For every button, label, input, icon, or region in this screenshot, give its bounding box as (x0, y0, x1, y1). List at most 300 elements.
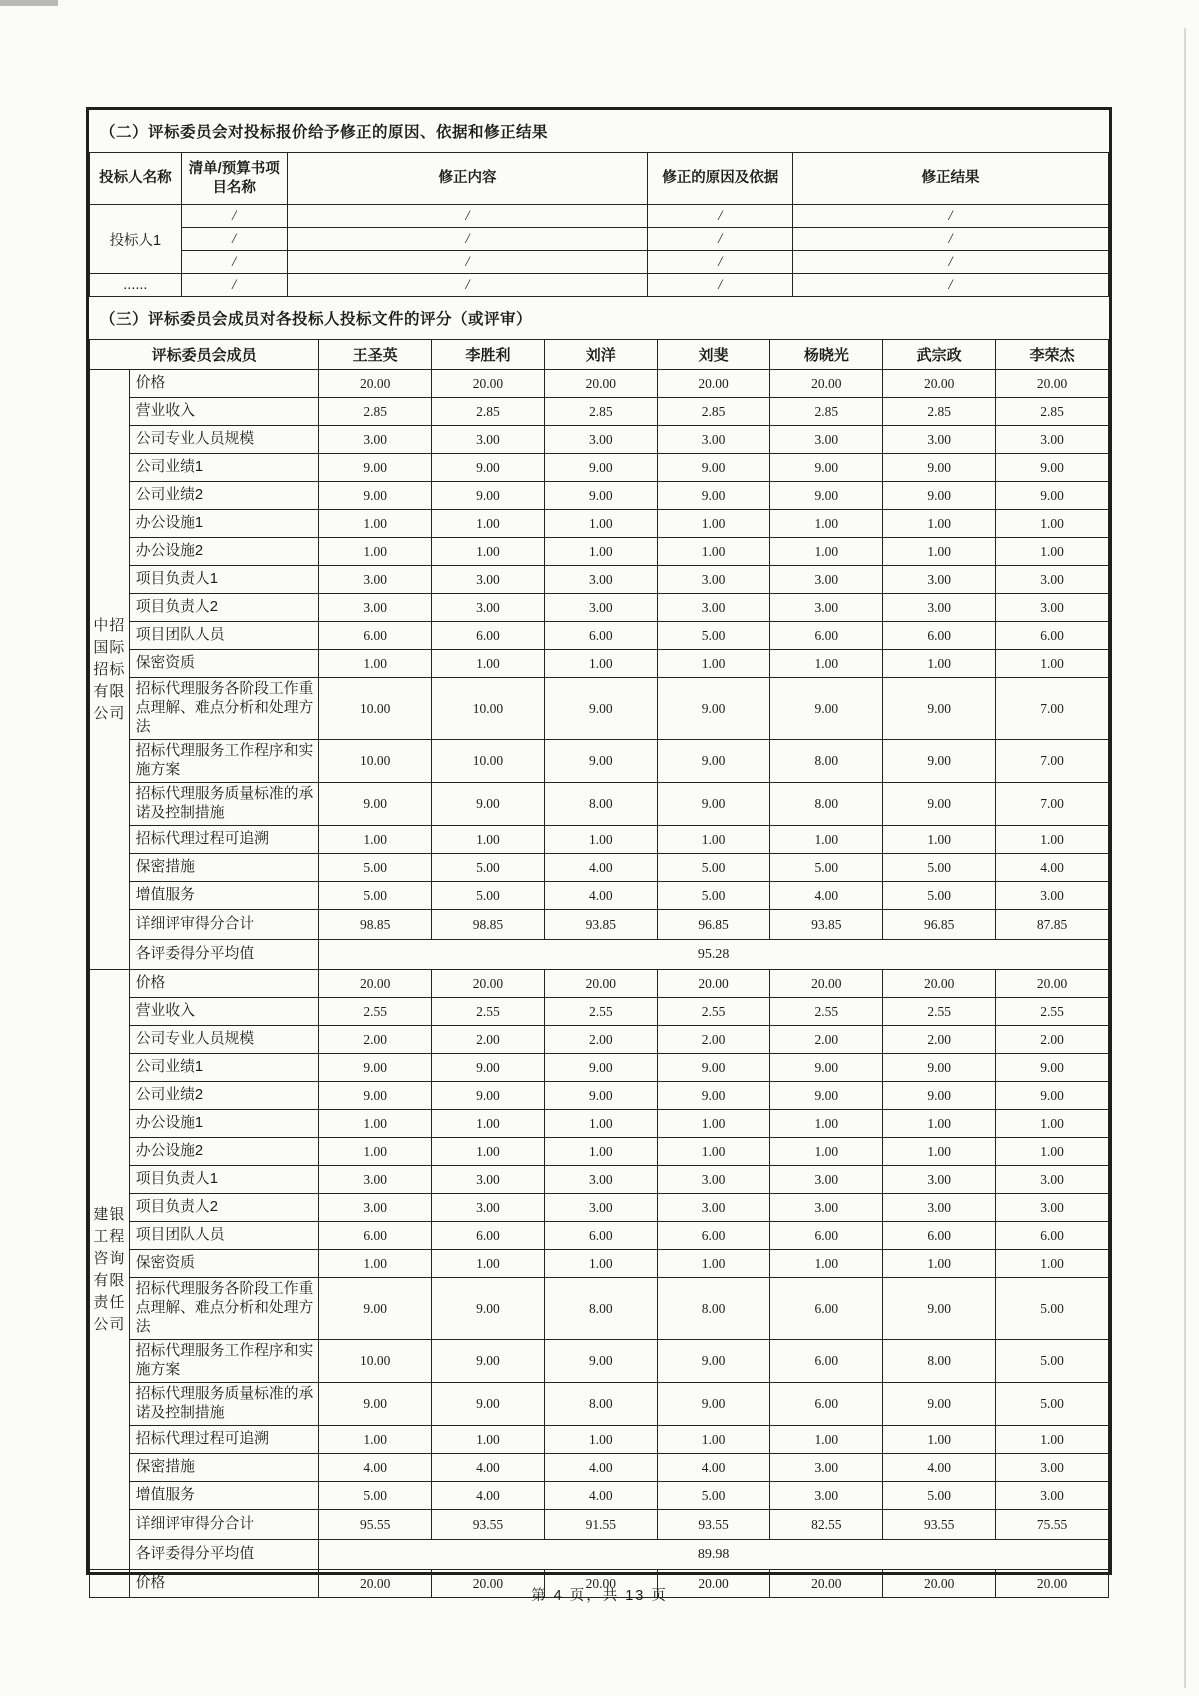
score-cell: 6.00 (657, 1222, 770, 1250)
criteria-label-cell: 保密措施 (129, 854, 319, 882)
score-cell: 1.00 (319, 826, 432, 854)
correction-table-header (90, 153, 1109, 205)
score-cell: 1.00 (770, 826, 883, 854)
criteria-label-cell: 公司专业人员规模 (129, 1026, 319, 1054)
correction-value-cell: / (793, 274, 1109, 297)
criteria-row (90, 1166, 1109, 1194)
score-cell: 2.55 (319, 998, 432, 1026)
correction-value-cell: / (648, 274, 793, 297)
criteria-row (90, 594, 1109, 622)
score-cell: 6.00 (883, 622, 996, 650)
average-row (90, 1540, 1109, 1570)
correction-value-cell: / (793, 205, 1109, 228)
criteria-row (90, 826, 1109, 854)
criteria-label-cell: 项目负责人1 (129, 566, 319, 594)
score-cell: 1.00 (544, 538, 657, 566)
score-cell: 8.00 (544, 783, 657, 826)
score-cell: 20.00 (432, 970, 545, 998)
score-cell: 1.00 (544, 826, 657, 854)
score-cell: 3.00 (770, 1454, 883, 1482)
score-cell: 2.00 (883, 1026, 996, 1054)
score-cell: 2.85 (883, 398, 996, 426)
score-cell: 3.00 (883, 566, 996, 594)
criteria-row (90, 370, 1109, 398)
criteria-row (90, 454, 1109, 482)
score-cell: 3.00 (996, 426, 1109, 454)
score-cell: 2.85 (770, 398, 883, 426)
score-cell: 4.00 (770, 882, 883, 910)
correction-value-cell: / (287, 274, 648, 297)
score-cell: 2.85 (319, 398, 432, 426)
score-cell: 1.00 (657, 1250, 770, 1278)
score-cell: 20.00 (657, 370, 770, 398)
scoring-table-header (90, 340, 1109, 370)
score-cell: 6.00 (996, 1222, 1109, 1250)
criteria-label-cell: 招标代理服务质量标准的承诺及控制措施 (129, 1383, 319, 1426)
score-cell: 1.00 (883, 650, 996, 678)
score-cell: 9.00 (544, 740, 657, 783)
score-cell: 9.00 (432, 1082, 545, 1110)
score-cell: 9.00 (883, 1054, 996, 1082)
score-cell: 6.00 (770, 622, 883, 650)
score-cell: 9.00 (770, 454, 883, 482)
score-cell: 8.00 (883, 1340, 996, 1383)
score-cell: 9.00 (319, 783, 432, 826)
score-cell: 5.00 (657, 854, 770, 882)
score-cell: 1.00 (657, 1138, 770, 1166)
score-cell: 5.00 (883, 882, 996, 910)
score-cell: 5.00 (432, 882, 545, 910)
scan-smudge-top-left (0, 0, 58, 6)
score-cell: 20.00 (319, 970, 432, 998)
score-cell: 20.00 (657, 970, 770, 998)
score-cell: 9.00 (432, 482, 545, 510)
score-cell: 1.00 (544, 1110, 657, 1138)
score-cell: 1.00 (883, 1110, 996, 1138)
score-cell: 5.00 (319, 854, 432, 882)
score-cell: 2.55 (657, 998, 770, 1026)
score-cell: 20.00 (544, 970, 657, 998)
score-cell: 3.00 (996, 566, 1109, 594)
score-cell: 1.00 (996, 1426, 1109, 1454)
score-cell: 1.00 (996, 538, 1109, 566)
score-cell: 20.00 (996, 370, 1109, 398)
criteria-label-cell: 办公设施2 (129, 1138, 319, 1166)
scan-page-edge-line (1184, 28, 1186, 1688)
criteria-row (90, 1054, 1109, 1082)
average-label-cell: 各评委得分平均值 (129, 940, 319, 970)
score-cell: 1.00 (544, 650, 657, 678)
total-score-cell: 98.85 (319, 910, 432, 940)
score-cell: 3.00 (432, 1194, 545, 1222)
total-row (90, 910, 1109, 940)
criteria-row (90, 482, 1109, 510)
criteria-label-cell: 项目负责人1 (129, 1166, 319, 1194)
criteria-row (90, 538, 1109, 566)
score-cell: 9.00 (544, 482, 657, 510)
score-cell: 3.00 (432, 566, 545, 594)
criteria-row (90, 1138, 1109, 1166)
score-cell: 1.00 (432, 1426, 545, 1454)
score-cell: 4.00 (432, 1454, 545, 1482)
score-cell: 3.00 (319, 1166, 432, 1194)
score-cell: 3.00 (770, 594, 883, 622)
score-cell: 3.00 (319, 566, 432, 594)
correction-col-header: 修正内容 (287, 153, 648, 205)
score-cell: 1.00 (657, 538, 770, 566)
score-cell: 3.00 (544, 594, 657, 622)
score-cell: 1.00 (432, 510, 545, 538)
criteria-label-cell: 招标代理过程可追溯 (129, 1426, 319, 1454)
score-cell: 9.00 (770, 678, 883, 740)
score-cell: 1.00 (544, 1250, 657, 1278)
correction-col-header: 修正结果 (793, 153, 1109, 205)
correction-row (90, 274, 1109, 297)
score-cell: 6.00 (883, 1222, 996, 1250)
total-score-cell: 93.55 (883, 1510, 996, 1540)
score-cell: 3.00 (770, 1482, 883, 1510)
criteria-row (90, 1222, 1109, 1250)
score-cell: 9.00 (883, 678, 996, 740)
criteria-label-cell: 公司业绩2 (129, 482, 319, 510)
score-cell: 9.00 (883, 482, 996, 510)
score-cell: 1.00 (883, 826, 996, 854)
score-cell: 20.00 (432, 370, 545, 398)
criteria-label-cell: 公司业绩1 (129, 1054, 319, 1082)
score-cell: 1.00 (996, 826, 1109, 854)
scoring-section-heading: （三）评标委员会成员对各投标人投标文件的评分（或评审） (100, 311, 533, 328)
correction-value-cell: / (648, 205, 793, 228)
score-cell: 9.00 (319, 454, 432, 482)
average-value-cell: 89.98 (319, 1540, 1109, 1570)
score-cell: 20.00 (544, 1570, 657, 1598)
score-cell: 6.00 (996, 622, 1109, 650)
score-cell: 7.00 (996, 678, 1109, 740)
total-score-cell: 93.55 (432, 1510, 545, 1540)
score-cell: 2.00 (319, 1026, 432, 1054)
score-cell: 2.00 (432, 1026, 545, 1054)
score-cell: 1.00 (770, 538, 883, 566)
score-cell: 8.00 (544, 1383, 657, 1426)
score-cell: 6.00 (432, 1222, 545, 1250)
score-cell: 1.00 (432, 650, 545, 678)
score-cell: 1.00 (883, 1426, 996, 1454)
bidder-name-cell: 投标人1 (90, 205, 182, 274)
score-cell: 1.00 (657, 1426, 770, 1454)
criteria-row (90, 1082, 1109, 1110)
score-cell: 5.00 (657, 1482, 770, 1510)
score-cell: 3.00 (657, 566, 770, 594)
score-cell: 1.00 (319, 538, 432, 566)
score-cell: 1.00 (883, 510, 996, 538)
score-cell: 10.00 (432, 740, 545, 783)
score-cell: 9.00 (319, 482, 432, 510)
criteria-row (90, 1454, 1109, 1482)
criteria-label-cell: 招标代理服务工作程序和实施方案 (129, 1340, 319, 1383)
score-cell: 9.00 (770, 1082, 883, 1110)
correction-value-cell: / (287, 205, 648, 228)
score-cell: 2.55 (544, 998, 657, 1026)
member-name-cell: 李荣杰 (996, 340, 1109, 370)
score-cell: 1.00 (319, 650, 432, 678)
score-cell: 3.00 (996, 1194, 1109, 1222)
score-cell: 3.00 (319, 1194, 432, 1222)
score-cell: 20.00 (432, 1570, 545, 1598)
score-cell: 20.00 (770, 370, 883, 398)
score-cell: 9.00 (657, 783, 770, 826)
criteria-row (90, 678, 1109, 740)
score-cell: 3.00 (544, 566, 657, 594)
criteria-row (90, 1194, 1109, 1222)
score-cell: 3.00 (996, 1482, 1109, 1510)
score-cell: 5.00 (319, 882, 432, 910)
correction-row (90, 205, 1109, 228)
score-cell: 9.00 (883, 1383, 996, 1426)
score-cell: 5.00 (770, 854, 883, 882)
score-cell: 1.00 (770, 510, 883, 538)
score-cell: 1.00 (657, 510, 770, 538)
criteria-label-cell: 公司业绩1 (129, 454, 319, 482)
score-cell: 3.00 (883, 1166, 996, 1194)
score-cell: 9.00 (319, 1383, 432, 1426)
criteria-label-cell: 招标代理服务质量标准的承诺及控制措施 (129, 783, 319, 826)
score-cell: 2.00 (657, 1026, 770, 1054)
criteria-label-cell: 办公设施1 (129, 1110, 319, 1138)
score-cell: 3.00 (883, 1194, 996, 1222)
correction-value-cell: / (793, 228, 1109, 251)
score-cell: 9.00 (432, 1340, 545, 1383)
criteria-row (90, 1340, 1109, 1383)
score-cell: 20.00 (996, 1570, 1109, 1598)
total-score-cell: 82.55 (770, 1510, 883, 1540)
score-cell: 1.00 (432, 1110, 545, 1138)
score-cell: 6.00 (544, 622, 657, 650)
criteria-row (90, 398, 1109, 426)
score-cell: 3.00 (883, 594, 996, 622)
score-cell: 1.00 (319, 1426, 432, 1454)
total-score-cell: 91.55 (544, 1510, 657, 1540)
score-cell: 9.00 (432, 1278, 545, 1340)
criteria-row (90, 970, 1109, 998)
correction-col-header: 投标人名称 (90, 153, 182, 205)
score-cell: 10.00 (432, 678, 545, 740)
member-name-cell: 武宗政 (883, 340, 996, 370)
criteria-label-cell: 价格 (129, 370, 319, 398)
score-cell: 9.00 (996, 1054, 1109, 1082)
score-cell: 9.00 (319, 1054, 432, 1082)
total-label-cell: 详细评审得分合计 (129, 910, 319, 940)
score-cell: 9.00 (432, 1054, 545, 1082)
criteria-label-cell: 招标代理服务各阶段工作重点理解、难点分析和处理方法 (129, 678, 319, 740)
score-cell: 20.00 (883, 370, 996, 398)
score-cell: 20.00 (883, 970, 996, 998)
score-cell: 3.00 (770, 1166, 883, 1194)
score-cell: 7.00 (996, 783, 1109, 826)
criteria-row (90, 1482, 1109, 1510)
score-cell: 1.00 (996, 650, 1109, 678)
correction-value-cell: / (648, 251, 793, 274)
criteria-row (90, 740, 1109, 783)
content-frame (86, 107, 1112, 1591)
score-cell: 1.00 (996, 1250, 1109, 1278)
criteria-row (90, 426, 1109, 454)
score-cell: 1.00 (996, 1110, 1109, 1138)
criteria-row (90, 622, 1109, 650)
score-cell: 5.00 (319, 1482, 432, 1510)
score-cell: 1.00 (432, 1250, 545, 1278)
correction-table (89, 152, 1109, 297)
score-cell: 2.85 (996, 398, 1109, 426)
criteria-row (90, 1250, 1109, 1278)
score-cell: 9.00 (883, 783, 996, 826)
correction-value-cell: / (181, 228, 287, 251)
score-cell: 5.00 (657, 622, 770, 650)
criteria-label-cell: 办公设施1 (129, 510, 319, 538)
score-cell: 3.00 (996, 882, 1109, 910)
member-name-cell: 刘洋 (544, 340, 657, 370)
score-cell: 20.00 (544, 370, 657, 398)
member-name-cell: 刘斐 (657, 340, 770, 370)
score-cell: 1.00 (770, 1426, 883, 1454)
scoring-table (89, 339, 1109, 1598)
total-score-cell: 75.55 (996, 1510, 1109, 1540)
average-value-cell: 95.28 (319, 940, 1109, 970)
score-cell: 9.00 (883, 454, 996, 482)
score-cell: 10.00 (319, 1340, 432, 1383)
total-score-cell: 98.85 (432, 910, 545, 940)
score-cell: 9.00 (883, 1278, 996, 1340)
score-cell: 8.00 (770, 783, 883, 826)
score-cell: 4.00 (544, 1454, 657, 1482)
score-cell: 20.00 (770, 970, 883, 998)
score-cell: 9.00 (770, 482, 883, 510)
score-cell: 3.00 (657, 426, 770, 454)
correction-row (90, 251, 1109, 274)
score-cell: 6.00 (770, 1278, 883, 1340)
score-cell: 10.00 (319, 740, 432, 783)
criteria-row (90, 1426, 1109, 1454)
score-cell: 2.00 (770, 1026, 883, 1054)
correction-row (90, 228, 1109, 251)
score-cell: 4.00 (544, 1482, 657, 1510)
score-cell: 9.00 (883, 740, 996, 783)
score-cell: 1.00 (432, 826, 545, 854)
total-label-cell: 详细评审得分合计 (129, 1510, 319, 1540)
criteria-label-cell: 价格 (129, 1570, 319, 1598)
score-cell: 3.00 (319, 594, 432, 622)
correction-value-cell: / (793, 251, 1109, 274)
score-cell: 3.00 (544, 1194, 657, 1222)
score-cell: 10.00 (319, 678, 432, 740)
score-cell: 9.00 (883, 1082, 996, 1110)
score-cell: 2.55 (883, 998, 996, 1026)
score-cell: 2.00 (996, 1026, 1109, 1054)
score-cell: 7.00 (996, 740, 1109, 783)
score-cell: 5.00 (996, 1278, 1109, 1340)
score-cell: 1.00 (319, 1138, 432, 1166)
member-name-cell: 王圣英 (319, 340, 432, 370)
score-cell: 3.00 (657, 1166, 770, 1194)
score-cell: 1.00 (544, 510, 657, 538)
score-cell: 9.00 (544, 454, 657, 482)
score-cell: 1.00 (883, 1138, 996, 1166)
score-cell: 3.00 (996, 1454, 1109, 1482)
criteria-row (90, 882, 1109, 910)
criteria-row (90, 1383, 1109, 1426)
score-cell: 2.85 (432, 398, 545, 426)
score-cell: 6.00 (770, 1222, 883, 1250)
score-cell: 5.00 (883, 1482, 996, 1510)
correction-section-heading: （二）评标委员会对投标报价给予修正的原因、依据和修正结果 (100, 124, 549, 141)
score-cell: 3.00 (544, 426, 657, 454)
criteria-row (90, 1278, 1109, 1340)
score-cell: 9.00 (657, 1340, 770, 1383)
correction-value-cell: / (181, 274, 287, 297)
score-cell: 9.00 (432, 1383, 545, 1426)
criteria-label-cell: 办公设施2 (129, 538, 319, 566)
score-cell: 4.00 (657, 1454, 770, 1482)
criteria-row (90, 1110, 1109, 1138)
score-cell: 9.00 (657, 1054, 770, 1082)
score-cell: 20.00 (319, 1570, 432, 1598)
score-cell: 2.85 (544, 398, 657, 426)
criteria-label-cell: 项目负责人2 (129, 594, 319, 622)
score-cell: 6.00 (770, 1383, 883, 1426)
criteria-label-cell: 项目团队人员 (129, 1222, 319, 1250)
score-cell: 3.00 (770, 566, 883, 594)
score-cell: 9.00 (996, 454, 1109, 482)
score-cell: 1.00 (319, 1250, 432, 1278)
score-cell: 9.00 (770, 1054, 883, 1082)
criteria-label-cell: 项目负责人2 (129, 1194, 319, 1222)
member-name-cell: 李胜利 (432, 340, 545, 370)
score-cell: 9.00 (657, 740, 770, 783)
score-cell: 9.00 (319, 1278, 432, 1340)
score-cell: 9.00 (657, 454, 770, 482)
score-cell: 1.00 (657, 650, 770, 678)
score-cell: 3.00 (996, 1166, 1109, 1194)
average-row (90, 940, 1109, 970)
correction-value-cell: / (181, 251, 287, 274)
score-cell: 3.00 (319, 426, 432, 454)
score-cell: 9.00 (996, 1082, 1109, 1110)
score-cell: 1.00 (319, 1110, 432, 1138)
criteria-label-cell: 营业收入 (129, 398, 319, 426)
score-cell: 9.00 (319, 1082, 432, 1110)
correction-value-cell: / (181, 205, 287, 228)
score-cell: 1.00 (657, 1110, 770, 1138)
score-cell: 1.00 (432, 538, 545, 566)
criteria-label-cell: 公司专业人员规模 (129, 426, 319, 454)
criteria-row (90, 783, 1109, 826)
score-cell: 5.00 (432, 854, 545, 882)
score-cell: 3.00 (432, 594, 545, 622)
score-cell: 20.00 (770, 1570, 883, 1598)
score-cell: 9.00 (657, 482, 770, 510)
score-cell: 5.00 (996, 1340, 1109, 1383)
criteria-label-cell: 保密措施 (129, 1454, 319, 1482)
score-cell: 5.00 (657, 882, 770, 910)
criteria-row (90, 566, 1109, 594)
score-cell: 9.00 (996, 482, 1109, 510)
score-cell: 4.00 (883, 1454, 996, 1482)
score-cell: 6.00 (432, 622, 545, 650)
total-row (90, 1510, 1109, 1540)
total-score-cell: 93.85 (544, 910, 657, 940)
score-cell: 20.00 (319, 370, 432, 398)
score-cell: 8.00 (770, 740, 883, 783)
criteria-row (90, 510, 1109, 538)
